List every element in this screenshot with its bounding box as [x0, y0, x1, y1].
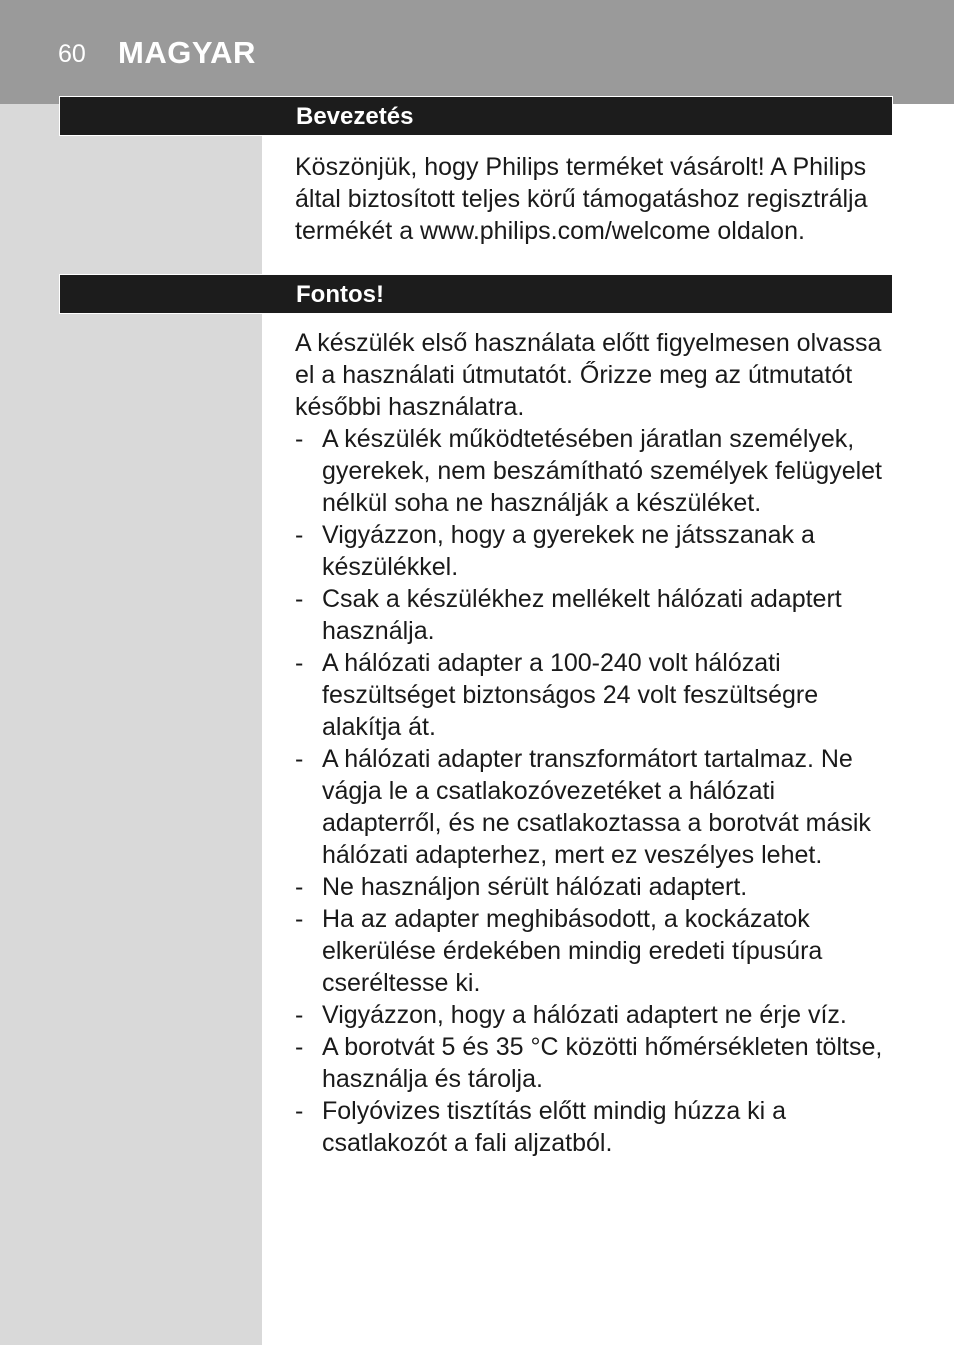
- important-paragraph: A készülék első használata előtt figyelmesen olvassa el a használati útmutatót. Őrizze meg az útmutatót későbbi használatra.: [295, 329, 882, 421]
- list-item: [295, 519, 885, 583]
- list-item: [295, 1095, 885, 1159]
- list-item-text: Ne használjon sérült hálózati adaptert.: [322, 873, 748, 901]
- list-item: [295, 871, 885, 903]
- bullet-dash: -: [295, 1001, 304, 1029]
- language-title: MAGYAR: [118, 35, 256, 70]
- section-title-important: Fontos!: [296, 281, 384, 308]
- section-bar-intro: [59, 96, 893, 136]
- list-item: [295, 743, 885, 871]
- list-item-text: A hálózati adapter transzformátort tartalmaz. Ne vágja le a csatlakozóvezetéket a hálózati adapterről, és ne csatlakoztassa a borotvát másik hálózati adapterhez, mert ez veszélyes lehet.: [322, 745, 871, 869]
- section-title-intro: Bevezetés: [296, 103, 414, 130]
- list-item-text: Csak a készülékhez mellékelt hálózati adaptert használja.: [322, 585, 842, 645]
- important-text-block: [295, 327, 885, 1159]
- list-item: [295, 423, 885, 519]
- list-item: [295, 583, 885, 647]
- intro-text-block: [295, 151, 885, 247]
- bullet-dash: -: [295, 1097, 304, 1125]
- list-item: [295, 1031, 885, 1095]
- bullet-dash: -: [295, 585, 304, 613]
- bullet-dash: -: [295, 745, 304, 773]
- bullet-dash: -: [295, 1033, 304, 1061]
- list-item-text: Vigyázzon, hogy a hálózati adaptert ne érje víz.: [322, 1001, 847, 1029]
- list-item-text: A borotvát 5 és 35 °C közötti hőmérsékleten töltse, használja és tárolja.: [322, 1033, 883, 1093]
- section-bar-important: [59, 274, 893, 314]
- list-item: [295, 903, 885, 999]
- bullet-dash: -: [295, 649, 304, 677]
- list-item-text: A készülék működtetésében járatlan személyek, gyerekek, nem beszámítható személyek felügyelet nélkül soha ne használják a készüléket.: [322, 425, 882, 517]
- list-item-text: Vigyázzon, hogy a gyerekek ne játsszanak a készülékkel.: [322, 521, 815, 581]
- warning-list: [295, 423, 885, 1159]
- list-item-text: Folyóvizes tisztítás előtt mindig húzza ki a csatlakozót a fali aljzatból.: [322, 1097, 787, 1157]
- bullet-dash: -: [295, 873, 304, 901]
- list-item: [295, 999, 885, 1031]
- intro-paragraph: Köszönjük, hogy Philips terméket vásárolt! A Philips által biztosított teljes körű támogatáshoz regisztrálja termékét a www.philips.com/welcome oldalon.: [295, 153, 868, 245]
- header-band: [0, 0, 954, 104]
- list-item: [295, 647, 885, 743]
- page-number: 60: [58, 40, 86, 68]
- bullet-dash: -: [295, 905, 304, 933]
- bullet-dash: -: [295, 425, 304, 453]
- bullet-dash: -: [295, 521, 304, 549]
- list-item-text: Ha az adapter meghibásodott, a kockázatok elkerülése érdekében mindig eredeti típusúra cseréltesse ki.: [322, 905, 823, 997]
- list-item-text: A hálózati adapter a 100-240 volt hálózati feszültséget biztonságos 24 volt feszültségre alakítja át.: [322, 649, 819, 741]
